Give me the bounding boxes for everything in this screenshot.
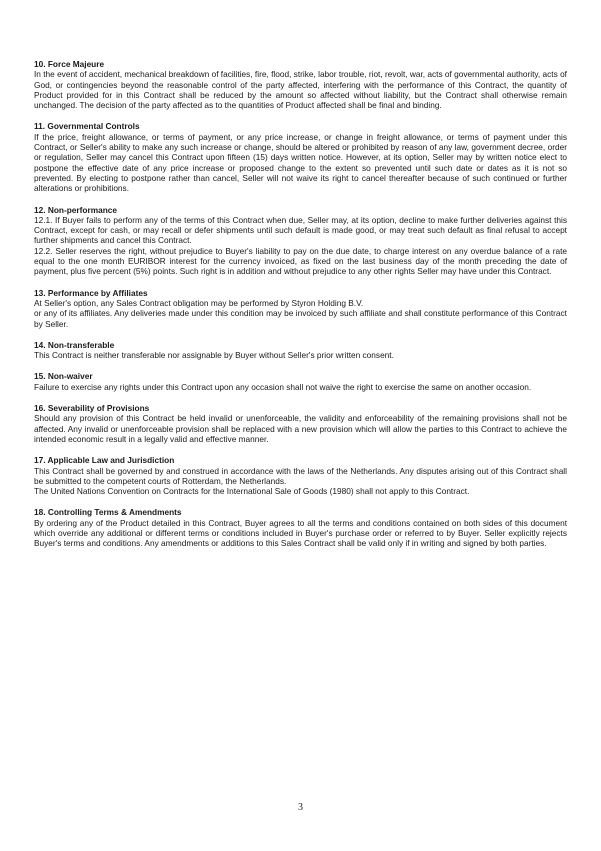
section-heading: 15. Non-waiver xyxy=(34,371,93,382)
section-paragraph: 12.2. Seller reserves the right, without prejudice to Buyer's liability to pay on the due date, to charge interest on any overdue balance of a rate equal to the one month EURIBOR interest for the currency invoiced, as fixed on the last business day of the month preceding the date of payment, plus five percent (5%) points. Such right is in addition and without prejudice to any other rights Seller may have under this Contract. xyxy=(34,245,567,277)
section-controlling-terms xyxy=(34,507,567,548)
section-non-transferable xyxy=(34,340,567,361)
section-paragraph: In the event of accident, mechanical breakdown of facilities, fire, flood, strike, labor trouble, riot, revolt, war, acts of governmental authority, acts of God, or contingencies beyond the reasonable control of the party affected, interfering with the performance of this Contract, the quantity of Product provided for in this Contract shall be reduced by the amount so affected without liability, but the Contract shall otherwise remain unchanged. The decision of the party affected as to the quantities of Product affected shall be final and binding. xyxy=(34,69,567,111)
page-number: 3 xyxy=(298,802,303,813)
section-paragraph: This Contract is neither transferable nor assignable by Buyer without Seller's prior written consent. xyxy=(34,350,394,361)
section-performance-by-affiliates xyxy=(34,288,567,329)
section-paragraph: or any of its affiliates. Any deliveries made under this condition may be invoiced by such affiliate and shall constitute performance of this Contract by Seller. xyxy=(34,308,567,329)
section-heading: 17. Applicable Law and Jurisdiction xyxy=(34,455,175,466)
section-paragraph: Failure to exercise any rights under this Contract upon any occasion shall not waive the right to exercise the same on another occasion. xyxy=(34,381,532,392)
section-paragraph: If the price, freight allowance, or terms of payment, or any price increase, or change in freight allowance, or terms of payment under this Contract, or Seller's ability to make any such increase or change, should be altered or prohibited by reason of any law, government decree, order or regulation, Seller may cancel this Contract upon fifteen (15) days written notice. However, at its option, Seller may by written notice elect to postpone the effective date of any price increase or proposed change to the extent so prevented until such date or dates as it is not so prevented. By electing to postpone rather than cancel, Seller will not waive its right to cancel thereafter because of such continued or further alterations or prohibitions. xyxy=(34,131,567,194)
section-governmental-controls xyxy=(34,121,567,193)
section-severability xyxy=(34,403,567,444)
section-heading: 12. Non-performance xyxy=(34,204,117,215)
section-heading: 11. Governmental Controls xyxy=(34,121,140,132)
section-applicable-law xyxy=(34,455,567,496)
section-paragraph: Should any provision of this Contract be held invalid or unenforceable, the validity and enforceability of the remaining provisions shall not be affected. Any invalid or unenforceable provision shall be replaced with a new provision which will allow the parties to this Contract to achieve the intended economic result in a legally valid and effective manner. xyxy=(34,413,567,444)
section-non-waiver xyxy=(34,371,567,392)
section-heading: 18. Controlling Terms & Amendments xyxy=(34,507,182,518)
section-heading: 16. Severability of Provisions xyxy=(34,403,150,414)
section-paragraph: 12.1. If Buyer fails to perform any of the terms of this Contract when due, Seller may, at its option, decline to make further deliveries against this Contract, except for cash, or may recall or defer shipments until such default is made good, or may treat such default as final refusal to accept further shipments and cancel this Contract. xyxy=(34,214,567,246)
section-force-majeure xyxy=(34,59,567,110)
document-page xyxy=(34,59,567,560)
section-non-performance xyxy=(34,205,567,277)
section-paragraph: By ordering any of the Product detailed in this Contract, Buyer agrees to all the terms and conditions contained on both sides of this document which override any additional or different terms or conditions included in Buyer's purchase order or referred to by Buyer. Seller explicitly rejects Buyer's terms and conditions. Any amendments or additions to this Sales Contract shall be valid only if in writing and signed by both parties. xyxy=(34,517,567,549)
section-paragraph: This Contract shall be governed by and construed in accordance with the laws of the Netherlands. Any disputes arising out of this Contract shall be submitted to the competent courts of Rotterdam, the Netherlands. xyxy=(34,465,567,486)
section-paragraph: At Seller's option, any Sales Contract obligation may be performed by Styron Holding B.V. xyxy=(34,297,364,308)
section-heading: 14. Non-transferable xyxy=(34,339,115,350)
section-heading: 13. Performance by Affiliates xyxy=(34,287,148,298)
section-heading: 10. Force Majeure xyxy=(34,59,105,69)
section-paragraph: The United Nations Convention on Contracts for the International Sale of Goods (1980) shall not apply to this Contract. xyxy=(34,486,470,497)
